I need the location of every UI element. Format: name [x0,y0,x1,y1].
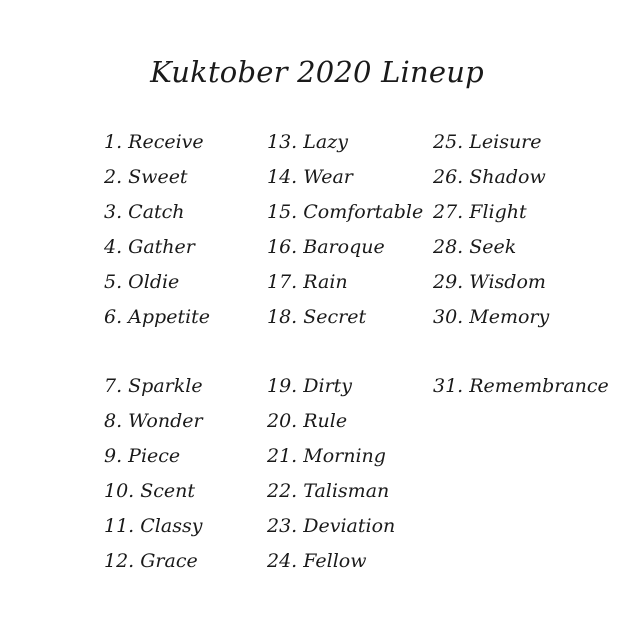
list-item: 7. Sparkle [104,375,203,397]
list-item: 3. Catch [104,201,185,223]
list-item: 26. Shadow [433,166,546,188]
list-item: 31. Remembrance [433,375,609,397]
list-item: 2. Sweet [104,166,188,188]
list-item: 14. Wear [267,166,353,188]
list-item: 19. Dirty [267,375,353,397]
list-item: 18. Secret [267,306,367,328]
list-item: 1. Receive [104,131,204,153]
list-item: 12. Grace [104,550,198,572]
page-title: Kuktober 2020 Lineup [150,55,484,89]
list-item: 15. Comfortable [267,201,424,223]
list-item: 13. Lazy [267,131,348,153]
list-item: 4. Gather [104,236,195,258]
list-item: 5. Oldie [104,271,180,293]
list-item: 27. Flight [433,201,527,223]
list-item: 21. Morning [267,445,386,467]
list-item: 22. Talisman [267,480,390,502]
list-item: 25. Leisure [433,131,542,153]
list-item: 6. Appetite [104,306,211,328]
list-item: 28. Seek [433,236,517,258]
list-item: 17. Rain [267,271,348,293]
list-item: 29. Wisdom [433,271,546,293]
list-item: 8. Wonder [104,410,203,432]
list-item: 20. Rule [267,410,348,432]
list-item: 24. Fellow [267,550,367,572]
list-item: 16. Baroque [267,236,385,258]
list-item: 9. Piece [104,445,181,467]
list-item: 30. Memory [433,306,550,328]
list-item: 23. Deviation [267,515,396,537]
list-item: 11. Classy [104,515,203,537]
list-item: 10. Scent [104,480,196,502]
